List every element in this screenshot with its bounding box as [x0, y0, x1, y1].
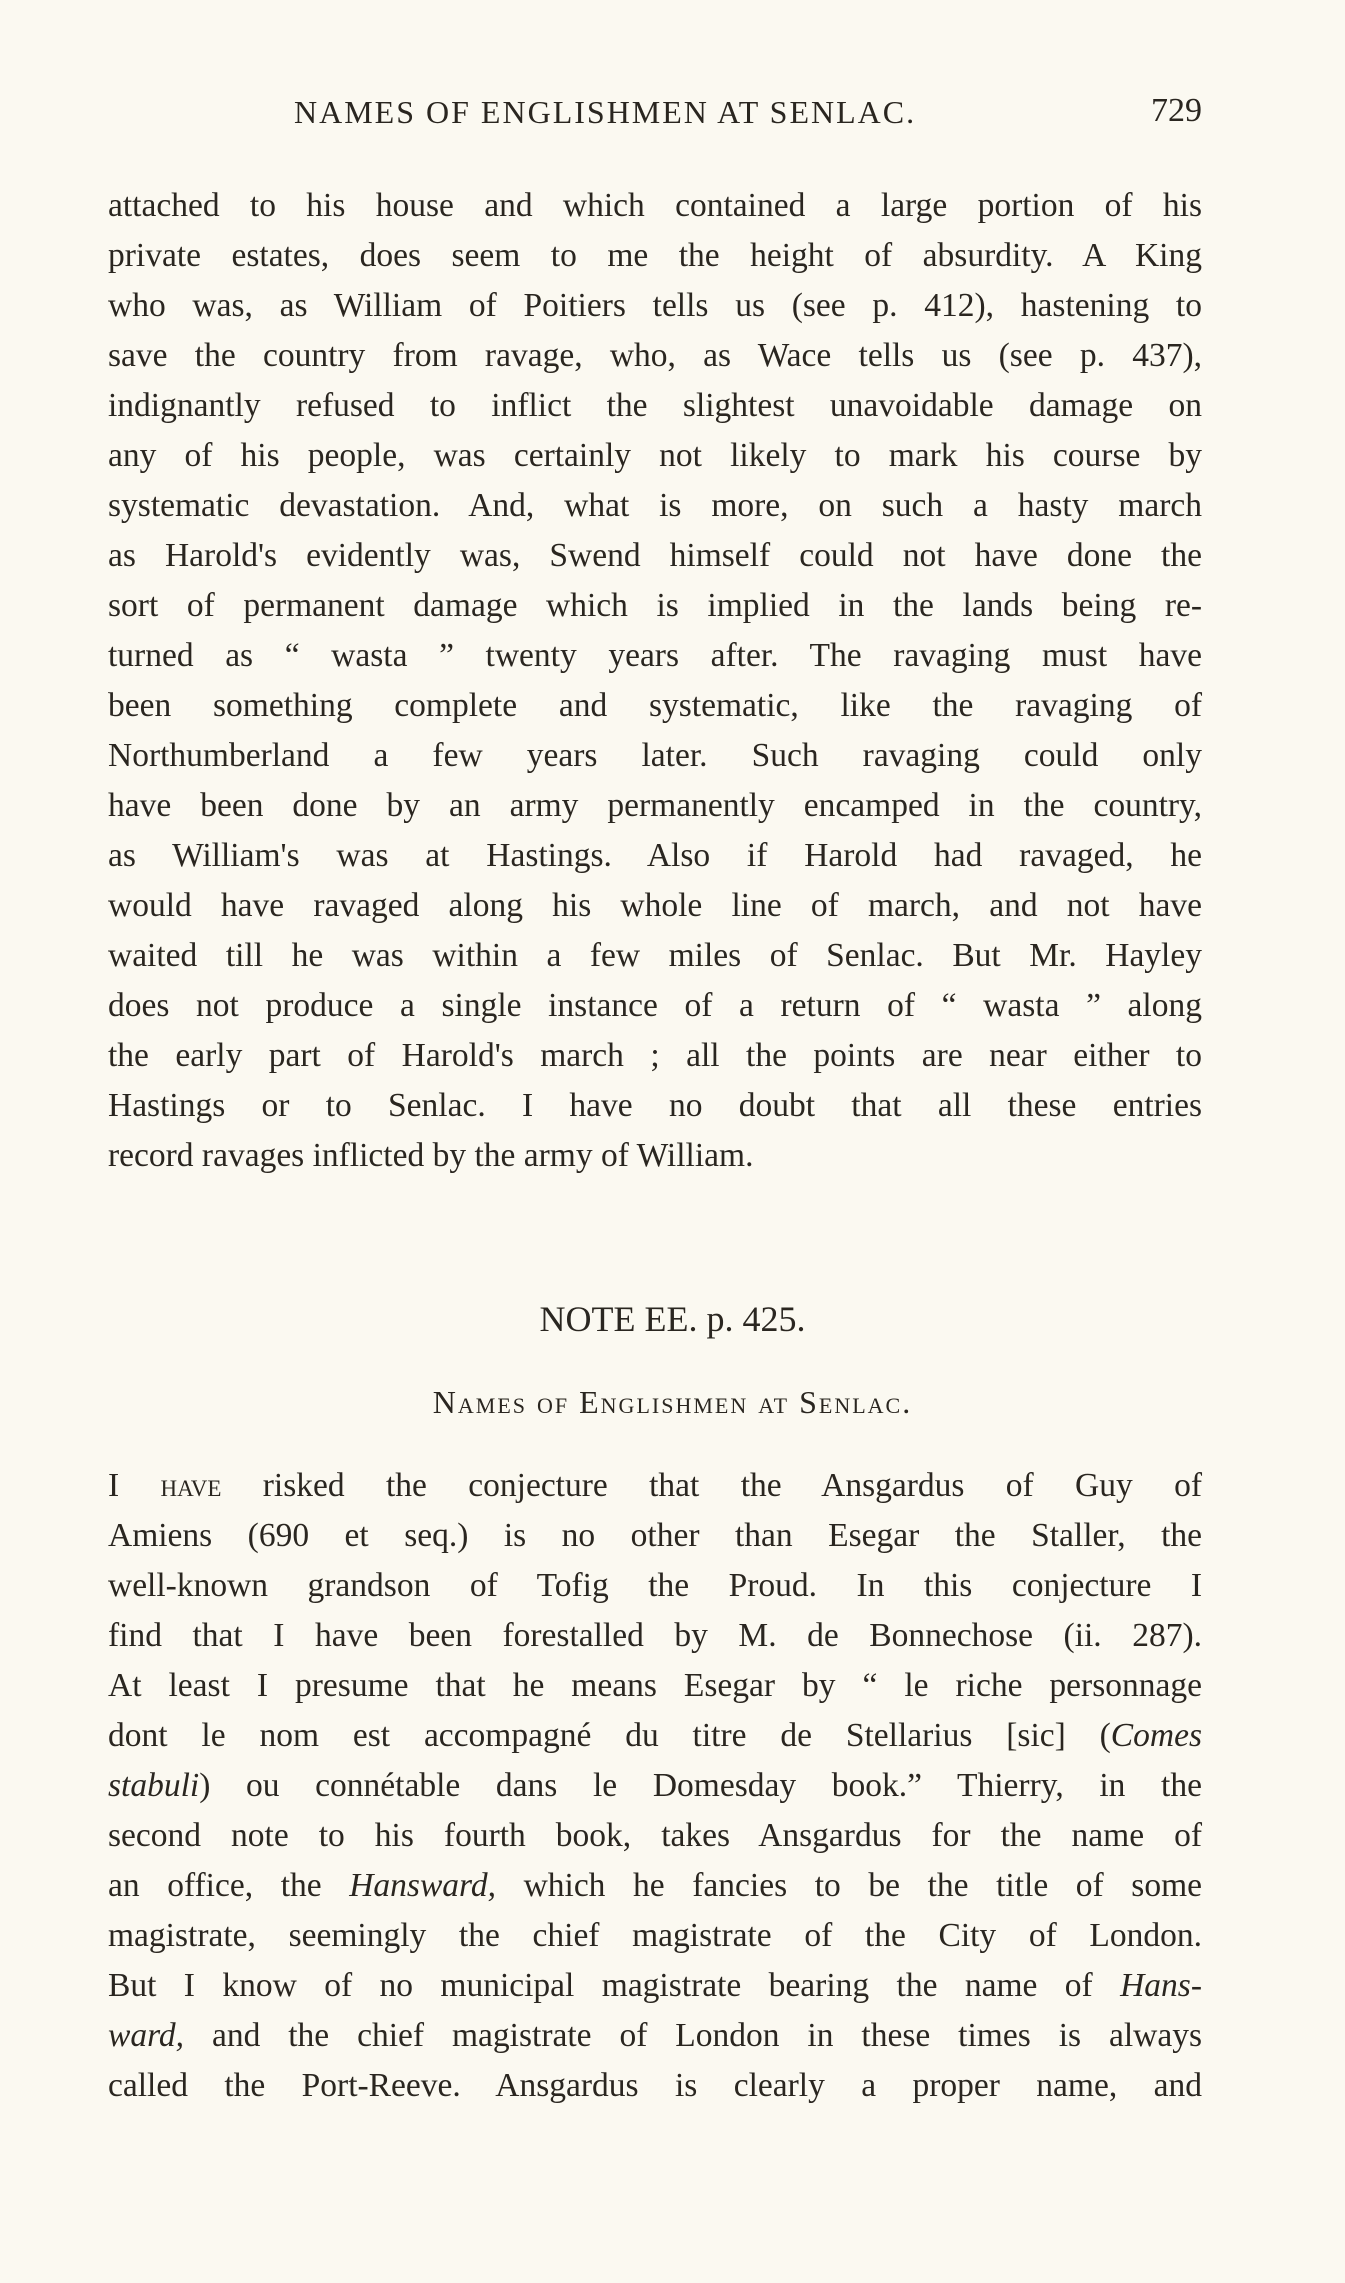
text-run: ) ou connétable dans le Domesday book.” Thierry, in the	[199, 1767, 1202, 1804]
text-line: well-known grandson of Tofig the Proud. In this conjecture I	[108, 1567, 1202, 1604]
text-line: magistrate, seemingly the chief magistrate of the City of London.	[108, 1917, 1202, 1954]
text-line: been something complete and systematic, like the ravaging of	[108, 687, 1202, 724]
text-line: record ravages inflicted by the army of William.	[108, 1137, 754, 1174]
text-run: and the chief magistrate of London in these times is always	[184, 2017, 1202, 2054]
italic-text: stabuli	[108, 1767, 200, 1804]
text-line: At least I presume that he means Esegar by “ le riche personnage	[108, 1667, 1202, 1704]
text-run: an office, the	[108, 1867, 350, 1904]
text-line: second note to his fourth book, takes Ansgardus for the name of	[108, 1817, 1202, 1854]
text-line: have been done by an army permanently encamped in the country,	[108, 787, 1202, 824]
text-run: which he fancies to be the title of some	[495, 1867, 1203, 1904]
running-head	[108, 88, 1202, 138]
text-run: But I know of no municipal magistrate bearing the name of	[108, 1967, 1121, 2004]
italic-text: Hansward,	[349, 1867, 496, 1904]
text-line: private estates, does seem to me the height of absurdity. A King	[108, 237, 1202, 274]
text-line	[108, 2014, 1202, 2060]
text-line	[108, 1864, 1202, 1910]
text-run: dont le nom est accompagné du titre de Stellarius [sic] (	[108, 1717, 1111, 1754]
text-run: risked the conjecture that the Ansgardus of Guy of	[221, 1467, 1202, 1504]
text-line: would have ravaged along his whole line of march, and not have	[108, 887, 1202, 924]
text-line	[108, 1714, 1202, 1760]
text-line	[108, 1464, 1202, 1510]
text-line: attached to his house and which contained a large portion of his	[108, 187, 1202, 224]
text-line: who was, as William of Poitiers tells us (see p. 412), hastening to	[108, 287, 1202, 324]
text-line: any of his people, was certainly not likely to mark his course by	[108, 437, 1202, 474]
text-line: systematic devastation. And, what is more, on such a hasty march	[108, 487, 1202, 524]
text-line: as Harold's evidently was, Swend himself could not have done the	[108, 537, 1202, 574]
text-line: the early part of Harold's march ; all the points are near either to	[108, 1037, 1202, 1074]
italic-text: Hans-	[1120, 1967, 1202, 2004]
text-line: sort of permanent damage which is implied in the lands being re-	[108, 587, 1202, 624]
text-line: save the country from ravage, who, as Wace tells us (see p. 437),	[108, 337, 1202, 374]
text-line: Northumberland a few years later. Such ravaging could only	[108, 737, 1202, 774]
text-line: waited till he was within a few miles of Senlac. But Mr. Hayley	[108, 937, 1202, 974]
italic-text: ward,	[108, 2017, 185, 2054]
text-line: turned as “ wasta ” twenty years after. The ravaging must have	[108, 637, 1202, 674]
text-line: does not produce a single instance of a return of “ wasta ” along	[108, 987, 1202, 1024]
drop-cap-words: I have	[108, 1467, 222, 1504]
page-number: 729	[1151, 92, 1202, 129]
text-line: as William's was at Hastings. Also if Harold had ravaged, he	[108, 837, 1202, 874]
text-line	[108, 1964, 1202, 2010]
running-title: NAMES OF ENGLISHMEN AT SENLAC.	[294, 94, 917, 130]
note-subheading: Names of Englishmen at Senlac.	[432, 1384, 913, 1420]
note-heading: NOTE EE. p. 425.	[539, 1299, 806, 1339]
text-line: Amiens (690 et seq.) is no other than Esegar the Staller, the	[108, 1517, 1202, 1554]
italic-text: Comes	[1110, 1717, 1202, 1754]
text-line: called the Port-Reeve. Ansgardus is clearly a proper name, and	[108, 2067, 1202, 2104]
text-line: find that I have been forestalled by M. de Bonnechose (ii. 287).	[108, 1617, 1202, 1654]
text-line	[108, 1764, 1202, 1810]
text-line: indignantly refused to inflict the slightest unavoidable damage on	[108, 387, 1202, 424]
text-line: Hastings or to Senlac. I have no doubt that all these entries	[108, 1087, 1202, 1124]
